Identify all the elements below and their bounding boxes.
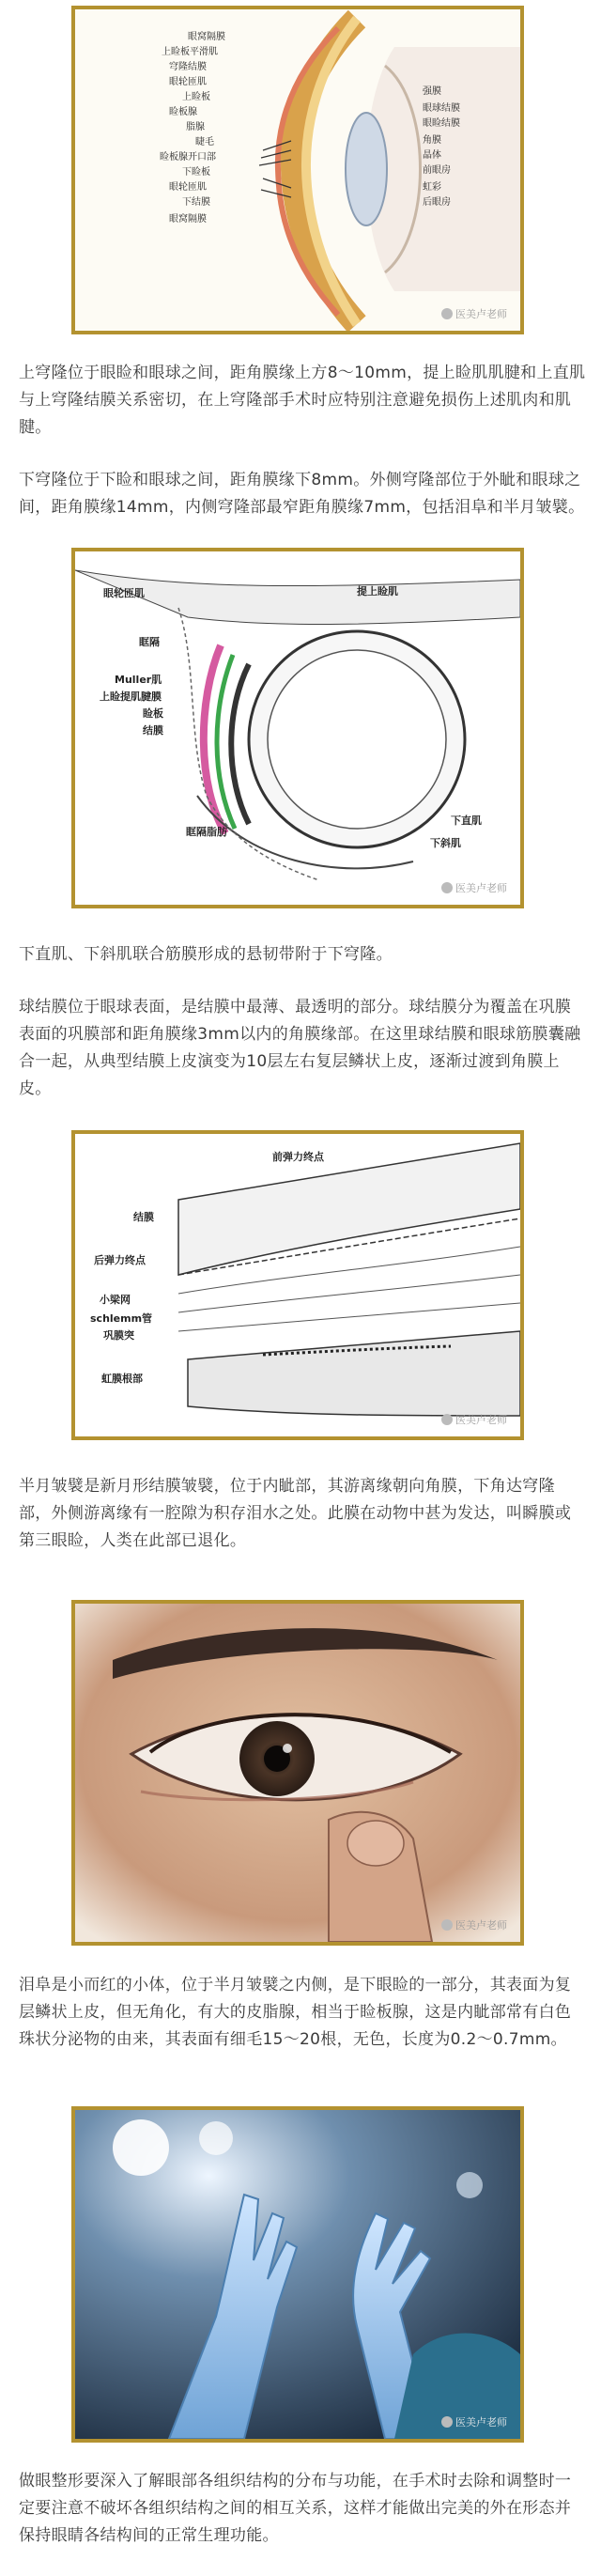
fig2-label: 上睑提肌腱膜 — [100, 691, 162, 703]
fig2-label: 下直肌 — [451, 815, 482, 827]
limbus-section-diagram — [75, 1134, 520, 1436]
wechat-icon — [441, 882, 453, 893]
fig1-left-label: 眼轮匝肌 — [169, 182, 207, 193]
fig2-label: 结膜 — [143, 724, 163, 737]
fig1-right-label: 晶体 — [423, 150, 441, 161]
figure-limbus-section — [71, 1130, 524, 1440]
fig1-left-label: 眼窝隔膜 — [169, 214, 207, 225]
fig1-right-label: 后眼房 — [423, 197, 451, 208]
fig3-label: 小梁网 — [100, 1294, 131, 1306]
fig1-right-label: 虹彩 — [423, 182, 441, 193]
fig1-right-label: 角膜 — [423, 135, 441, 146]
watermark-text: 医美卢老师 — [455, 1414, 507, 1426]
paragraph-lower-fornix: 下穹隆位于下睑和眼球之间，距角膜缘下8mm。外侧穹隆部位于外眦和眼球之间，距角膜缘14mm，内侧穹隆部最窄距角膜缘7mm，包括泪阜和半月皱襞。 — [19, 471, 585, 517]
fig3-label: schlemm管 — [90, 1312, 153, 1325]
fig1-right-label: 眼球结膜 — [423, 103, 460, 114]
figure-surgeon-photo — [71, 2106, 524, 2443]
fig1-right-label: 眼睑结膜 — [423, 118, 460, 129]
fig1-left-label: 脂腺 — [186, 122, 205, 132]
orbit-section-diagram — [75, 551, 520, 905]
fig1-left-label: 上睑板 — [182, 92, 210, 102]
fig1-left-label: 睑板腺开口部 — [160, 152, 216, 163]
fig1-left-label: 睫毛 — [195, 137, 214, 147]
paragraph-upper-fornix: 上穹隆位于眼睑和眼球之间，距角膜缘上方8～10mm，提上睑肌肌腱和上直肌与上穹隆结膜关系密切，在上穹隆部手术时应特别注意避免损伤上述肌肉和肌腱。 — [19, 364, 586, 437]
watermark-text: 医美卢老师 — [455, 308, 507, 320]
fig3-label: 虹膜根部 — [101, 1373, 143, 1385]
fig3-label: 巩膜突 — [103, 1329, 134, 1342]
watermark-text: 医美卢老师 — [455, 1919, 507, 1932]
figure-eyelid-cross-section — [71, 6, 524, 334]
fig2-label: 下斜肌 — [430, 837, 461, 849]
surgeon-gloves-photo — [75, 2110, 520, 2439]
wechat-icon — [441, 1919, 453, 1931]
paragraph-conclusion: 做眼整形要深入了解眼部各组织结构的分布与功能，在手术时去除和调整时一定要注意不破坏各组织结构之间的相互关系，这样才能做出完美的外在形态并保持眼睛各结构间的正常生理功能。 — [19, 2472, 572, 2545]
fig3-label: 前弹力终点 — [272, 1151, 324, 1163]
fig1-left-label: 眼轮匝肌 — [169, 77, 207, 87]
eyelid-cross-section-diagram — [75, 9, 520, 331]
paragraph-bulbar-conjunctiva: 球结膜位于眼球表面，是结膜中最薄、最透明的部分。球结膜分为覆盖在巩膜表面的巩膜部和距角膜缘3mm以内的角膜缘部。在这里球结膜和眼球筋膜囊融合一起，从典型结膜上皮演变为10层左右复层鳞状上皮，逐渐过渡到角膜上皮。 — [19, 998, 581, 1098]
fig2-label: 眶隔 — [139, 636, 160, 648]
fig1-left-label: 穹隆结膜 — [169, 62, 207, 72]
wechat-icon — [441, 308, 453, 319]
watermark — [441, 880, 507, 895]
fig1-left-label: 上睑板平滑肌 — [162, 47, 218, 57]
paragraph-caruncle: 泪阜是小而红的小体，位于半月皱襞之内侧，是下眼睑的一部分，其表面为复层鳞状上皮，但无角化，有大的皮脂腺，相当于睑板腺，这是内眦部常有白色珠状分泌物的由来，其表面有细毛15～20根，无色，长度为0.2～0.7mm。 — [19, 1976, 572, 2049]
wechat-icon — [441, 1414, 453, 1425]
fig2-label: 眼轮匝肌 — [103, 587, 145, 599]
fig1-right-label: 强膜 — [423, 86, 441, 97]
fig3-label: 后弹力终点 — [94, 1254, 146, 1266]
watermark — [441, 1917, 507, 1932]
figure-orbit-section — [71, 548, 524, 908]
fig1-left-label: 下结膜 — [182, 197, 210, 208]
eye-illustration — [75, 1604, 520, 1942]
watermark-text: 医美卢老师 — [455, 2416, 507, 2429]
fig2-label: 睑板 — [143, 707, 163, 720]
paragraph-suspensory-ligament: 下直肌、下斜肌联合筋膜形成的悬韧带附于下穹隆。 — [19, 945, 393, 964]
figure-eye-illustration — [71, 1600, 524, 1946]
watermark — [441, 306, 507, 321]
fig1-right-label: 前眼房 — [423, 165, 451, 176]
watermark-text: 医美卢老师 — [455, 882, 507, 894]
fig1-left-label: 睑板腺 — [169, 107, 197, 117]
fig1-left-label: 下睑板 — [182, 167, 210, 178]
fig3-label: 结膜 — [133, 1211, 154, 1223]
paragraph-plica-semilunaris: 半月皱襞是新月形结膜皱襞，位于内眦部，其游离缘朝向角膜，下角达穹隆部，外侧游离缘有一腔隙为积存泪水之处。此膜在动物中甚为发达，叫瞬膜或第三眼睑，人类在此部已退化。 — [19, 1477, 572, 1550]
fig2-label: 提上睑肌 — [357, 585, 398, 597]
watermark — [441, 1412, 507, 1427]
wechat-icon — [441, 2416, 453, 2428]
fig2-label: 眶隔脂肪 — [186, 826, 227, 838]
fig2-label: Muller肌 — [115, 674, 162, 686]
watermark — [441, 2414, 507, 2429]
fig1-left-label: 眼窝隔膜 — [188, 32, 225, 42]
